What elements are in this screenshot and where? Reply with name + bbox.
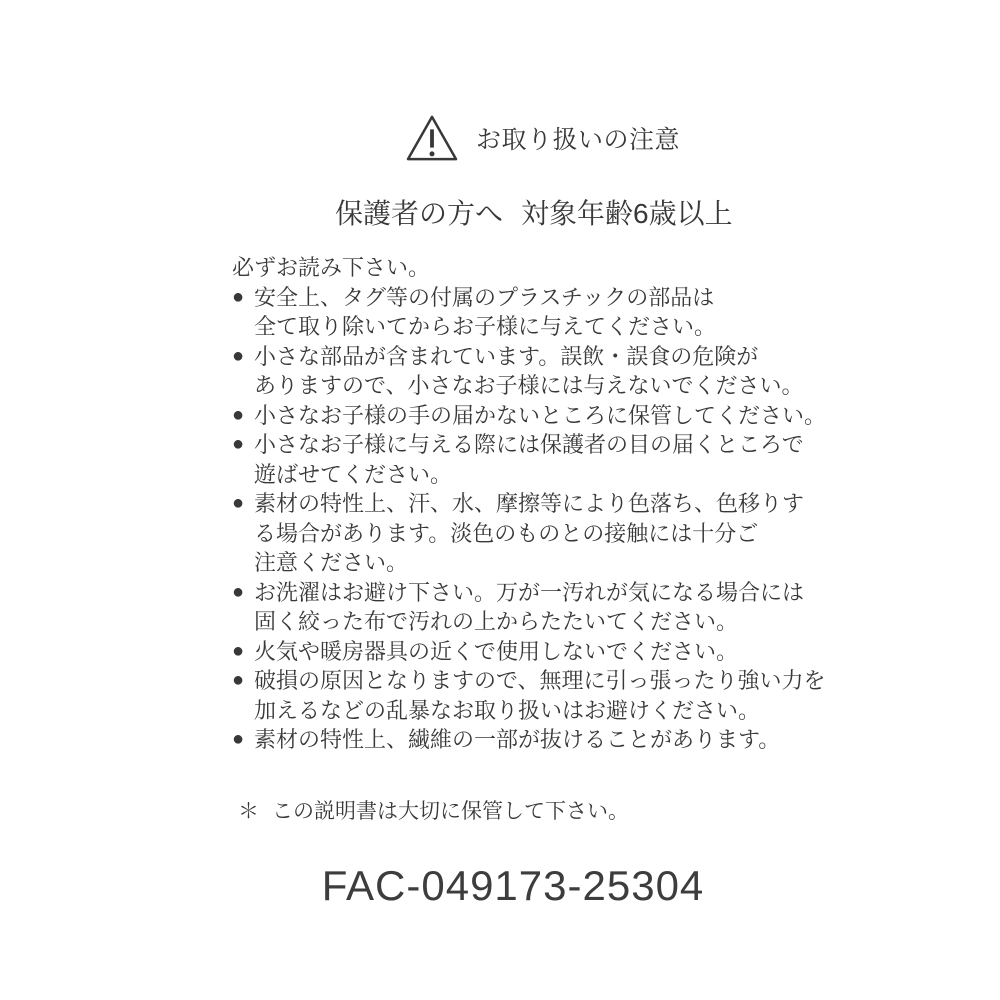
- note-line: 素材の特性上、汗、水、摩擦等により色落ち、色移りす: [254, 491, 805, 516]
- warning-triangle-icon: [405, 114, 459, 162]
- bullet-marker: ●: [232, 344, 245, 367]
- note-item: [232, 725, 832, 755]
- bullet-marker: ●: [232, 403, 245, 426]
- note-line: 遊ばせてください。: [254, 461, 453, 487]
- bullet-marker: ●: [232, 433, 245, 455]
- bullet-marker: ●: [232, 580, 245, 603]
- note-line: ありますので、小さなお子様には与えないでください。: [254, 373, 804, 398]
- precaution-list: [232, 253, 832, 755]
- footnote: [238, 795, 629, 825]
- note-line: 火気や暖房器具の近くで使用しないでください。: [254, 638, 739, 664]
- note-item: [232, 666, 832, 725]
- header: [405, 114, 680, 162]
- note-item: [232, 342, 832, 401]
- product-code: FAC-049173-25304: [321, 862, 705, 909]
- note-line: 加えるなどの乱暴なお取り扱いはお避けください。: [254, 697, 761, 723]
- footnote-text: この説明書は大切に保管して下さい。: [272, 800, 629, 823]
- note-item: [232, 253, 832, 283]
- note-line: 固く絞った布で汚れの上からたたいてください。: [254, 609, 739, 634]
- footnote-asterisk: ＊: [238, 800, 259, 823]
- note-item: [232, 401, 832, 431]
- audience-line: [335, 192, 733, 232]
- bullet-marker: ●: [232, 728, 245, 750]
- bullet-marker: ●: [232, 492, 245, 514]
- note-line: 必ずお読み下さい。: [232, 255, 431, 280]
- note-item: [232, 430, 832, 489]
- bullet-marker: ●: [232, 639, 245, 662]
- bullet-marker: ●: [232, 669, 245, 691]
- audience-guardian-label: 保護者の方へ: [335, 198, 504, 229]
- audience-age-label: 対象年齢6歳以上: [521, 198, 733, 229]
- note-line: お洗濯はお避け下さい。万が一汚れが気になる場合には: [254, 579, 805, 605]
- note-line: 注意ください。: [254, 550, 409, 575]
- note-item: [232, 489, 832, 578]
- note-item: [232, 283, 832, 342]
- note-item: [232, 578, 832, 637]
- page-title: お取り扱いの注意: [476, 126, 681, 154]
- note-line: 全て取り除いてからお子様に与えてください。: [254, 314, 717, 339]
- note-line: 素材の特性上、繊維の一部が抜けることがあります。: [254, 727, 781, 752]
- note-item: [232, 637, 832, 667]
- bullet-marker: ●: [232, 285, 245, 308]
- note-line: 小さなお子様に与える際には保護者の目の届くところで: [254, 432, 804, 457]
- note-line: 安全上、タグ等の付属のプラスチックの部品は: [254, 284, 715, 310]
- note-line: 小さなお子様の手の届かないところに保管してください。: [254, 402, 827, 428]
- note-line: る場合があります。淡色のものとの接触には十分ご: [254, 520, 759, 546]
- note-line: 小さな部品が含まれています。誤飲・誤食の危険が: [254, 343, 759, 369]
- note-line: 破損の原因となりますので、無理に引っ張ったり強い力を: [254, 668, 826, 693]
